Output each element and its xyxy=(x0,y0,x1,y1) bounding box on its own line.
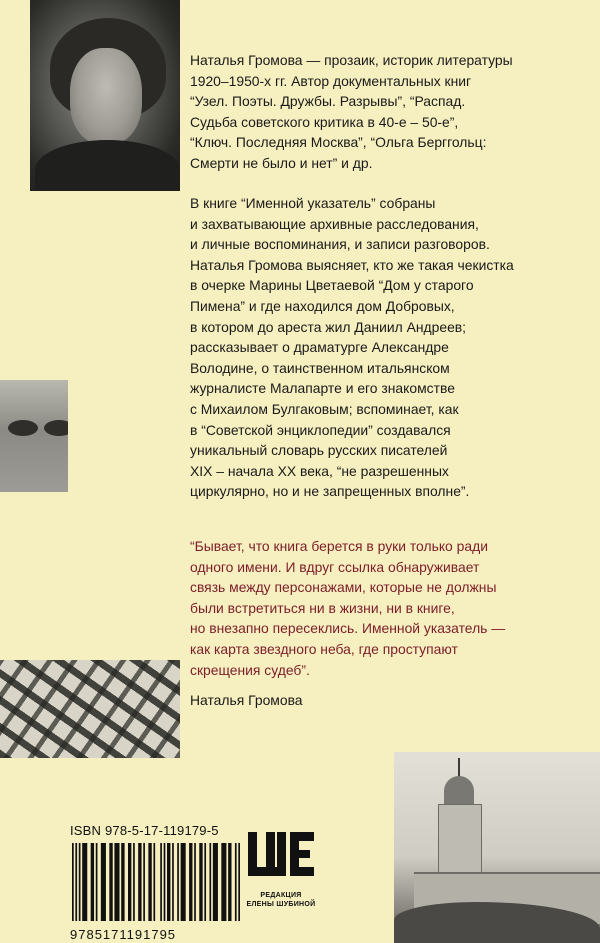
isbn-barcode xyxy=(70,824,248,942)
author-quote xyxy=(190,536,550,680)
publisher-line-1: РЕДАКЦИЯ xyxy=(260,892,302,899)
barcode-bar xyxy=(172,843,174,921)
quote-line: как карта звездного неба, где проступают xyxy=(190,640,458,657)
quote-line: одного имени. И вдруг ссылка обнаруживает xyxy=(190,558,480,575)
bio-line: 1920–1950-х гг. Автор документальных книг xyxy=(190,72,472,89)
publisher-logo-icon xyxy=(246,826,316,886)
summary-line: журналисте Малапарте и его знакомстве xyxy=(190,380,455,397)
summary-line: в котором до ареста жил Даниил Андреев; xyxy=(190,318,467,335)
barcode-bar xyxy=(153,843,155,921)
summary-line: и захватывающие архивные расследования, xyxy=(190,215,479,232)
barcode-bar xyxy=(164,843,166,921)
barcode-bar xyxy=(75,843,77,921)
barcode-bars xyxy=(70,843,242,921)
publisher-imprint xyxy=(240,826,322,909)
summary-line: Пимена” и где находился дом Добровых, xyxy=(190,297,455,314)
quote-line: были встретиться ни в жизни, ни в книге, xyxy=(190,599,455,616)
barcode-bar xyxy=(160,843,162,921)
bio-line: “Узел. Поэты. Дружбы. Разрывы”, “Распад. xyxy=(190,93,466,110)
summary-line: в очерке Марины Цветаевой “Дом у старого xyxy=(190,277,474,294)
church-photo xyxy=(394,752,600,943)
bio-line: “Ключ. Последняя Москва”, “Ольга Берггольц: xyxy=(190,134,487,151)
barcode-bar xyxy=(204,843,206,921)
barcode-bar xyxy=(133,843,135,921)
quote-line: скрещения судеб”. xyxy=(190,661,310,678)
quote-line: но внезапно пересеклись. Именной указатель — xyxy=(190,620,506,637)
barcode-bar xyxy=(101,843,106,921)
barcode-bar xyxy=(181,843,186,921)
summary-line: циркулярно, но и не запрещенных вполне”. xyxy=(190,483,470,500)
summary-line: Наталья Громова выясняет, кто же такая чекистка xyxy=(190,256,514,273)
summary-line: XIX – начала XX века, “не разрешенных xyxy=(190,462,449,479)
barcode-bar xyxy=(143,843,145,921)
bio-line: Смерти не было и нет” и др. xyxy=(190,154,373,171)
barcode-bar xyxy=(235,843,237,921)
barcode-bar xyxy=(221,843,226,921)
summary-line: уникальный словарь русских писателей xyxy=(190,442,448,459)
barcode-bar xyxy=(194,843,196,921)
book-summary xyxy=(190,193,550,502)
barcode-bar xyxy=(167,843,170,921)
barcode-bar xyxy=(209,843,211,921)
barcode-bar xyxy=(228,843,231,921)
barcode-bar xyxy=(138,843,141,921)
barcode-digits: 9785171191795 xyxy=(70,927,177,942)
barcode-bar xyxy=(109,843,112,921)
quote-signature: Наталья Громова xyxy=(190,692,303,708)
quote-line: связь между персонажами, которые не должны xyxy=(190,579,497,596)
barcode-bar xyxy=(96,843,98,921)
author-photo xyxy=(30,0,180,191)
isbn-label: ISBN 978-5-17-119179-5 xyxy=(70,823,219,838)
barcode-bar xyxy=(114,843,119,921)
summary-line: с Михаилом Булгаковым; вспоминает, как xyxy=(190,400,459,417)
barcode-bar xyxy=(72,843,74,921)
summary-line: рассказывает о драматурге Александре xyxy=(190,339,449,356)
plaid-fabric-photo xyxy=(0,660,180,758)
barcode-bar xyxy=(79,843,81,921)
barcode-bar xyxy=(82,843,87,921)
barcode-bar xyxy=(213,843,218,921)
barcode-bar xyxy=(189,843,192,921)
bio-line: Судьба советского критика в 40-е – 50-е”, xyxy=(190,113,459,130)
barcode-bar xyxy=(199,843,202,921)
summary-line: и личные воспоминания, и записи разговоров. xyxy=(190,236,490,253)
author-bio xyxy=(190,50,550,174)
summary-line: в “Советской энциклопедии” создавался xyxy=(190,421,451,438)
barcode-bar xyxy=(128,843,131,921)
barcode-bar xyxy=(148,843,151,921)
bio-line: Наталья Громова — прозаик, историк литературы xyxy=(190,52,513,68)
quote-line: “Бывает, что книга берется в руки только ради xyxy=(190,538,488,554)
barcode-bar xyxy=(121,843,124,921)
summary-line: Володине, о таинственном итальянском xyxy=(190,359,450,376)
barcode-bar xyxy=(177,843,179,921)
barcode-bar xyxy=(91,843,94,921)
publisher-line-2: ЕЛЕНЫ ШУБИНОЙ xyxy=(246,901,316,908)
summary-line: В книге “Именной указатель” собраны xyxy=(190,195,436,211)
eyes-photo-fragment xyxy=(0,380,68,492)
